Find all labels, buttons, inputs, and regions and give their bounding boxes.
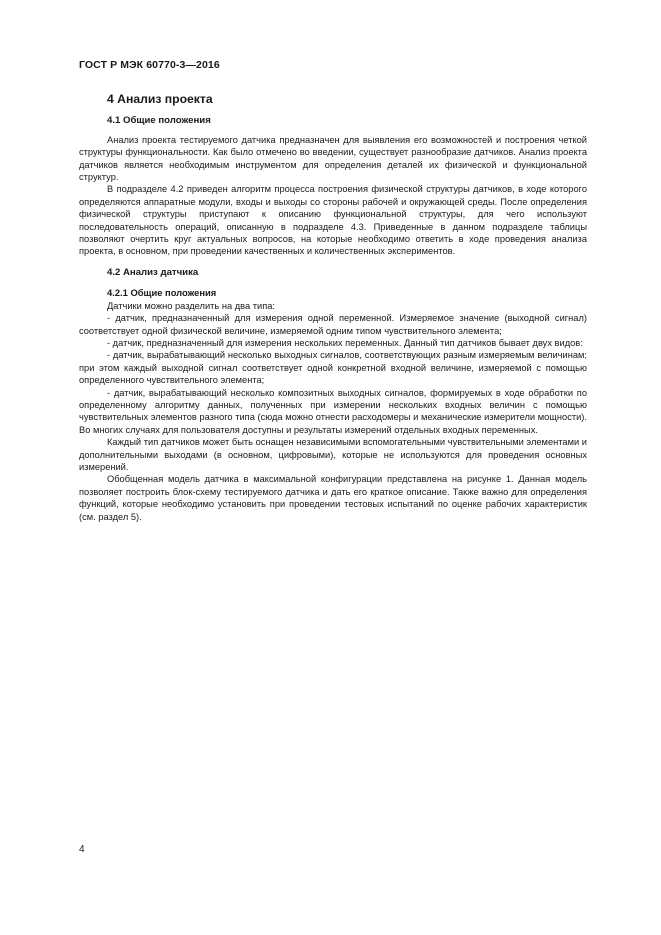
page-number: 4	[79, 844, 85, 855]
paragraph: В подразделе 4.2 приведен алгоритм процесса построения физической структуры датчиков, в ходе которого определяются аппаратные модули, входы и выходы со стороны рабочей и окружающей среды. После определения физической структуры приступают к описанию функциональной структуры, для чего используют последовательность операций, описанную в подразделе 4.3. Приведенные в данном подразделе таблицы позволяют очертить круг актуальных вопросов, на которые необходимо ответить в ходе проведения анализа проекта, в основном, при проведении качественных и количественных экспериментов.	[79, 184, 587, 257]
list-item: - датчик, вырабатывающий несколько выходных сигналов, соответствующих разным измеряемым величинам; при этом каждый выходной сигнал соответствует одной конкретной входной величине, измеряемой с помощью определенного чувствительного элемента;	[79, 350, 587, 386]
page-content	[79, 93, 587, 523]
list-item: - датчик, предназначенный для измерения нескольких переменных. Данный тип датчиков бывает двух видов:	[107, 337, 583, 348]
standard-header: ГОСТ Р МЭК 60770-3—2016	[79, 59, 220, 71]
paragraph: Обобщенная модель датчика в максимальной конфигурации представлена на рисунке 1. Данная модель позволяет построить блок-схему тестируемого датчика и дать его краткое описание. Также важно для определения функций, которые необходимо установить при проведении тестовых испытаний по оценке рабочих характеристик (см. раздел 5).	[79, 474, 587, 522]
paragraph: Каждый тип датчиков может быть оснащен независимыми вспомогательными чувствительными элементами и дополнительными выходами (в основном, цифровыми), которые не используются для проведения основных измерений.	[79, 437, 587, 472]
paragraph: Анализ проекта тестируемого датчика предназначен для выявления его возможностей и построения четкой структуры функциональности. Как было отмечено во введении, существует разнообразие датчиков. Анализ проекта датчиков является необходимым инструментом для определения деталей их физической и функциональной структур.	[79, 134, 587, 183]
section-4-title: 4 Анализ проекта	[107, 92, 213, 106]
paragraph: Датчики можно разделить на два типа:	[107, 300, 275, 311]
list-item: - датчик, вырабатывающий несколько композитных выходных сигналов, формируемых в ходе обработки по определенному алгоритму данных, полученных при измерении нескольких входных величин с помощью чувствительных элементов разного типа (сюда можно отнести расходомеры и механические измерители мощности). Во многих случаях для пользователя доступны и результаты измерений отдельных входных переменных.	[79, 387, 587, 435]
subsection-4-2-1-title: 4.2.1 Общие положения	[107, 287, 217, 299]
subsection-4-1-title: 4.1 Общие положения	[107, 115, 211, 127]
subsection-4-2-title: 4.2 Анализ датчика	[107, 266, 199, 278]
list-item: - датчик, предназначенный для измерения одной переменной. Измеряемое значение (выходной сигнал) соответствует одной физической величине, измеряемой одним типом чувствительного элемента;	[79, 313, 587, 336]
